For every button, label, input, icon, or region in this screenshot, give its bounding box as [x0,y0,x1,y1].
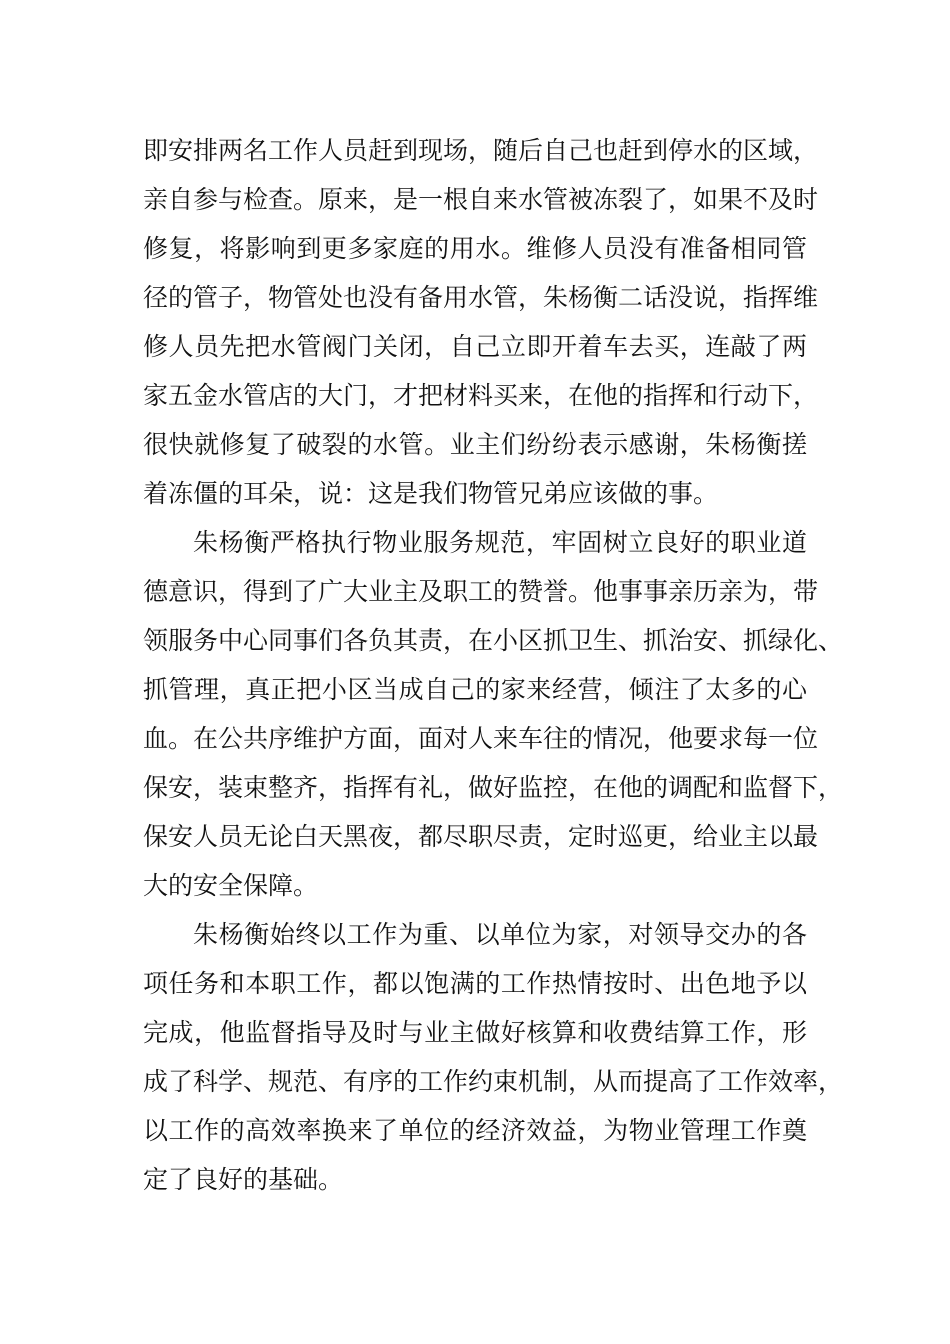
text-line: 亲自参与检查。原来，是一根自来水管被冻裂了，如果不及时 [143,185,819,214]
text-line: 修人员先把水管阀门关闭，自己立即开着车去买，连敲了两 [143,332,807,361]
text-line: 大的安全保障。 [143,871,319,900]
text-line: 领服务中心同事们各负其责，在小区抓卫生、抓治安、抓绿化、 [143,626,844,655]
text-line: 朱杨衡始终以工作为重、以单位为家，对领导交办的各 [193,920,807,949]
text-line: 德意识，得到了广大业主及职工的赞誉。他事事亲历亲为，带 [143,577,819,606]
text-line: 很快就修复了破裂的水管。业主们纷纷表示感谢，朱杨衡搓 [143,430,807,459]
paragraph-2 [143,518,844,910]
text-line: 着冻僵的耳朵，说：这是我们物管兄弟应该做的事。 [143,479,719,508]
text-line: 修复，将影响到更多家庭的用水。维修人员没有准备相同管 [143,234,807,263]
text-line: 保安人员无论白天黑夜，都尽职尽责，定时巡更，给业主以最 [143,822,819,851]
text-line: 定了良好的基础。 [143,1165,344,1194]
paragraph-3 [143,910,844,1204]
text-line: 朱杨衡严格执行物业服务规范，牢固树立良好的职业道 [193,528,807,557]
document-body [143,126,844,1204]
text-line: 保安，装束整齐，指挥有礼，做好监控，在他的调配和监督下， [143,773,844,802]
paragraph-1 [143,126,819,518]
text-line: 即安排两名工作人员赶到现场，随后自己也赶到停水的区域， [143,136,819,165]
text-line: 径的管子，物管处也没有备用水管，朱杨衡二话没说，指挥维 [143,283,819,312]
text-line: 项任务和本职工作，都以饱满的工作热情按时、出色地予以 [143,969,807,998]
text-line: 抓管理，真正把小区当成自己的家来经营，倾注了太多的心 [143,675,807,704]
text-line: 完成，他监督指导及时与业主做好核算和收费结算工作，形 [143,1018,807,1047]
text-line: 成了科学、规范、有序的工作约束机制，从而提高了工作效率， [143,1067,844,1096]
text-line: 家五金水管店的大门，才把材料买来，在他的指挥和行动下， [143,381,819,410]
text-line: 血。在公共序维护方面，面对人来车往的情况，他要求每一位 [143,724,819,753]
text-line: 以工作的高效率换来了单位的经济效益，为物业管理工作奠 [143,1116,807,1145]
